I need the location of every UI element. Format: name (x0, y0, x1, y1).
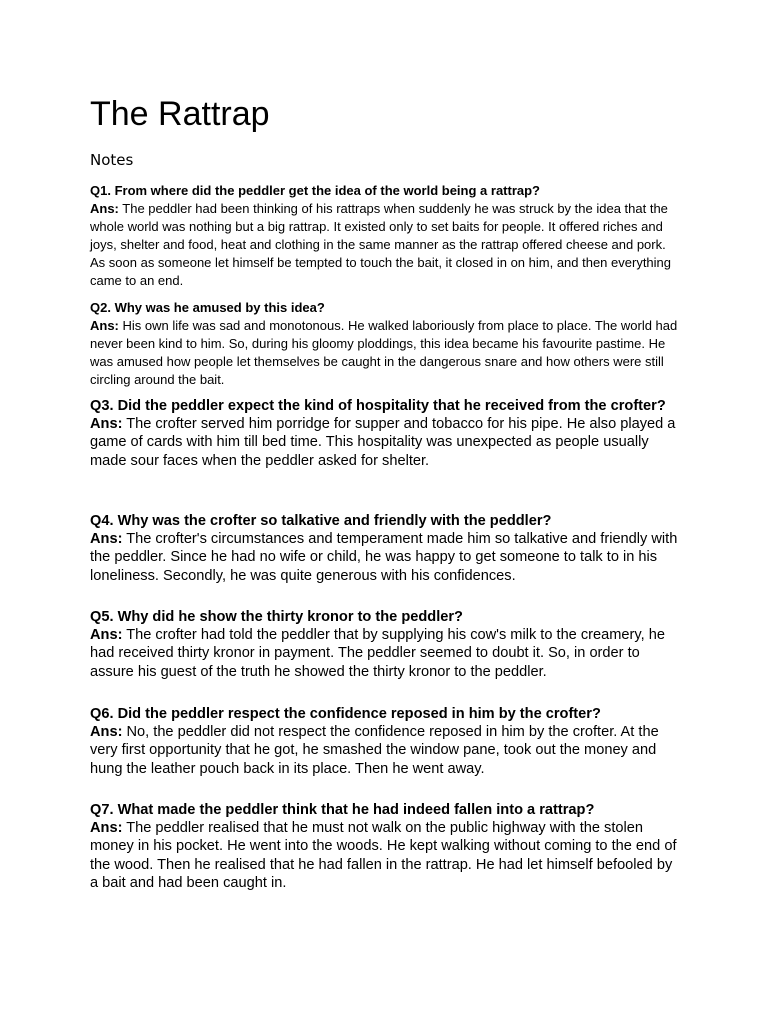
answer-label: Ans: (90, 724, 123, 741)
answer-text-6: No, the peddler did not respect the confidence reposed in him by the crofter. At the very first opportunity that he got, he smashed the window pane, took out the money and hung the leather pouch back in its place. Then he went away. (90, 724, 659, 777)
answer-text-5: The crofter had told the peddler that by supplying his cow's milk to the creamery, he had received thirty kronor in payment. The peddler seemed to doubt it. So, in order to assure his guest of the truth he showed the thirty kronor to the peddler. (90, 627, 665, 680)
answer-label: Ans: (90, 627, 123, 644)
qa-item-4 (90, 512, 682, 585)
answer-text-1: The peddler had been thinking of his rattraps when suddenly he was struck by the idea that the whole world was nothing but a big rattrap. It existed only to set baits for people. It offered riches and joys, shelter and food, heat and clothing in the same manner as the rattrap offered cheese and pork. As soon as someone let himself be tempted to touch the bait, it closed in on him, and then everything came to an end. (90, 201, 672, 288)
document-title: The Rattrap (90, 95, 270, 133)
answer-label: Ans: (90, 416, 123, 433)
answer-2 (90, 317, 682, 389)
document-subtitle: Notes (90, 151, 134, 169)
answer-label: Ans: (90, 531, 123, 548)
answer-label: Ans: (90, 201, 119, 216)
qa-item-1 (90, 182, 682, 290)
answer-4 (90, 530, 682, 585)
qa-item-3 (90, 397, 682, 470)
question-6: Q6. Did the peddler respect the confidence reposed in him by the crofter? (90, 706, 601, 722)
answer-label: Ans: (90, 318, 119, 333)
qa-item-5 (90, 608, 682, 681)
qa-item-2 (90, 299, 682, 389)
answer-3 (90, 415, 682, 470)
answer-text-2: His own life was sad and monotonous. He walked laboriously from place to place. The world had never been kind to him. So, during his gloomy ploddings, this idea became his favourite pastime. He was amused how people let themselves be caught in the dangerous snare and how others were still circling around the bait. (90, 318, 678, 387)
qa-item-6 (90, 705, 682, 778)
answer-5 (90, 626, 682, 681)
question-5: Q5. Why did he show the thirty kronor to the peddler? (90, 609, 463, 625)
answer-text-3: The crofter served him porridge for supper and tobacco for his pipe. He also played a game of cards with him till bed time. This hospitality was unexpected as people usually made sour faces when the peddler asked for shelter. (90, 416, 676, 469)
answer-text-7: The peddler realised that he must not walk on the public highway with the stolen money in his pocket. He went into the woods. He kept walking without coming to the end of the wood. Then he realised that he had fallen in the rattrap. He had let himself befooled by a bait and had been caught in. (90, 820, 677, 891)
answer-label: Ans: (90, 820, 123, 837)
question-2: Q2. Why was he amused by this idea? (90, 300, 325, 315)
question-1: Q1. From where did the peddler get the idea of the world being a rattrap? (90, 183, 540, 198)
question-7: Q7. What made the peddler think that he had indeed fallen into a rattrap? (90, 802, 595, 818)
qa-item-7 (90, 801, 682, 892)
answer-6 (90, 723, 682, 778)
question-3: Q3. Did the peddler expect the kind of hospitality that he received from the crofter? (90, 398, 666, 414)
answer-7 (90, 819, 682, 892)
answer-text-4: The crofter's circumstances and temperament made him so talkative and friendly with the peddler. Since he had no wife or child, he was happy to get someone to talk to in his loneliness. Secondly, he was quite generous with his confidences. (90, 531, 678, 584)
answer-1 (90, 200, 682, 290)
question-4: Q4. Why was the crofter so talkative and friendly with the peddler? (90, 513, 552, 529)
